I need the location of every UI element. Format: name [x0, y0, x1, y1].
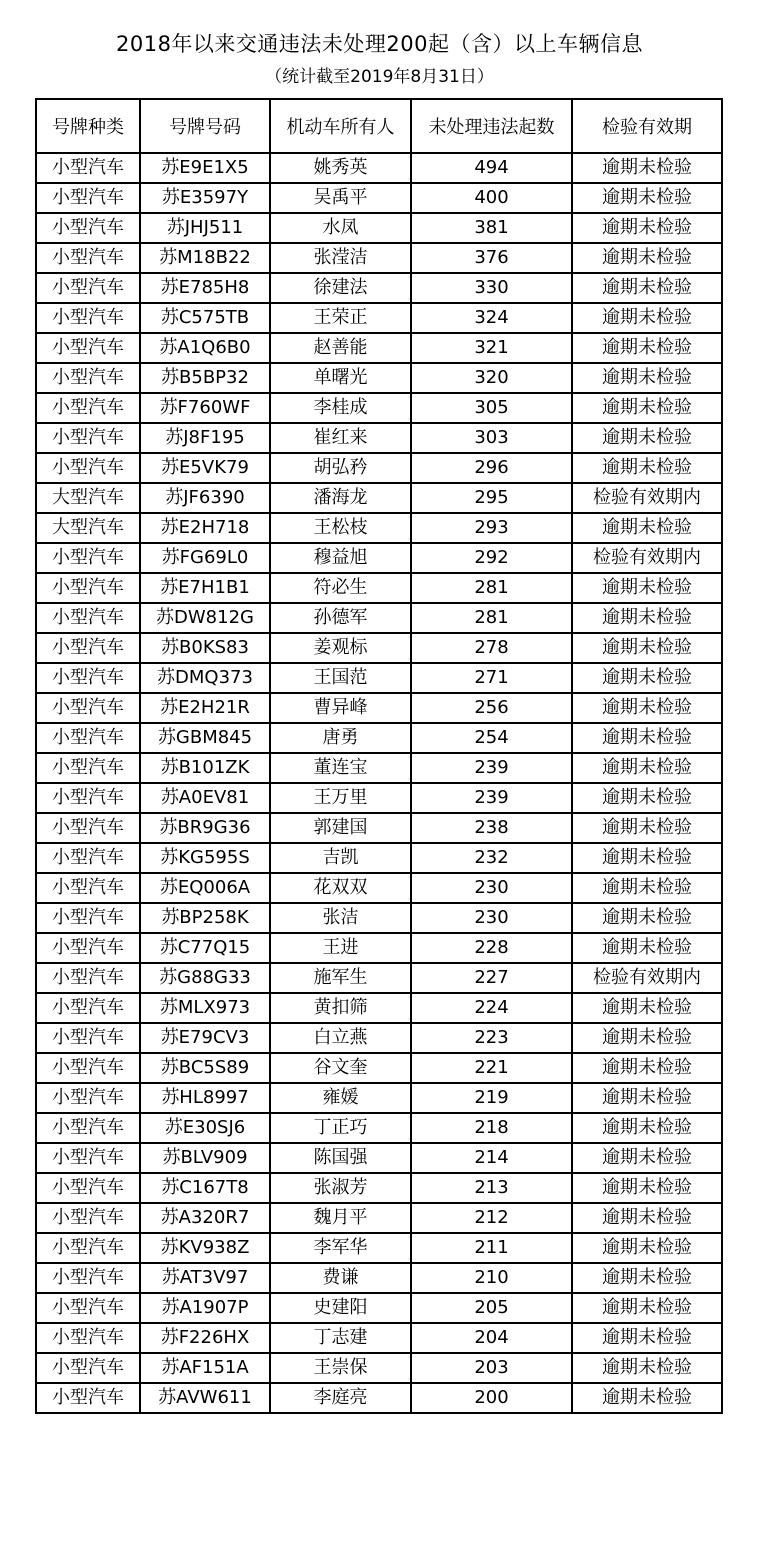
table-row	[36, 933, 722, 963]
cell-inspection-status: 逾期未检验	[572, 303, 722, 333]
table-row	[36, 393, 722, 423]
cell-owner: 穆益旭	[270, 543, 411, 573]
cell-violation-count: 494	[411, 153, 572, 183]
cell-plate-number: 苏JF6390	[140, 483, 270, 513]
cell-plate-type: 小型汽车	[36, 1083, 140, 1113]
cell-owner: 张淑芳	[270, 1173, 411, 1203]
table-row	[36, 483, 722, 513]
cell-owner: 费谦	[270, 1263, 411, 1293]
cell-plate-type: 小型汽车	[36, 843, 140, 873]
cell-plate-type: 小型汽车	[36, 663, 140, 693]
cell-plate-type: 小型汽车	[36, 153, 140, 183]
cell-inspection-status: 逾期未检验	[572, 933, 722, 963]
cell-inspection-status: 逾期未检验	[572, 393, 722, 423]
table-header	[36, 99, 722, 153]
cell-violation-count: 296	[411, 453, 572, 483]
cell-owner: 董连宝	[270, 753, 411, 783]
cell-plate-type: 小型汽车	[36, 333, 140, 363]
table-row	[36, 1353, 722, 1383]
cell-owner: 唐勇	[270, 723, 411, 753]
cell-inspection-status: 逾期未检验	[572, 573, 722, 603]
cell-inspection-status: 逾期未检验	[572, 663, 722, 693]
table-row	[36, 873, 722, 903]
cell-plate-type: 小型汽车	[36, 423, 140, 453]
table-row	[36, 1263, 722, 1293]
cell-plate-number: 苏GBM845	[140, 723, 270, 753]
table-row	[36, 243, 722, 273]
table-row	[36, 603, 722, 633]
cell-plate-type: 小型汽车	[36, 753, 140, 783]
cell-violation-count: 239	[411, 753, 572, 783]
table-row	[36, 1383, 722, 1413]
table-row	[36, 1203, 722, 1233]
cell-inspection-status: 检验有效期内	[572, 483, 722, 513]
cell-owner: 丁志建	[270, 1323, 411, 1353]
cell-plate-number: 苏B101ZK	[140, 753, 270, 783]
cell-violation-count: 214	[411, 1143, 572, 1173]
cell-plate-type: 大型汽车	[36, 483, 140, 513]
cell-plate-type: 小型汽车	[36, 1353, 140, 1383]
cell-violation-count: 227	[411, 963, 572, 993]
cell-violation-count: 224	[411, 993, 572, 1023]
cell-violation-count: 238	[411, 813, 572, 843]
cell-owner: 魏月平	[270, 1203, 411, 1233]
table-row	[36, 783, 722, 813]
cell-violation-count: 204	[411, 1323, 572, 1353]
cell-owner: 王崇保	[270, 1353, 411, 1383]
cell-plate-type: 小型汽车	[36, 873, 140, 903]
cell-plate-number: 苏DMQ373	[140, 663, 270, 693]
cell-plate-type: 小型汽车	[36, 813, 140, 843]
cell-inspection-status: 逾期未检验	[572, 423, 722, 453]
cell-plate-type: 小型汽车	[36, 1023, 140, 1053]
cell-violation-count: 213	[411, 1173, 572, 1203]
cell-inspection-status: 逾期未检验	[572, 1113, 722, 1143]
cell-owner: 王荣正	[270, 303, 411, 333]
cell-inspection-status: 逾期未检验	[572, 363, 722, 393]
cell-owner: 胡弘矜	[270, 453, 411, 483]
table-row	[36, 1113, 722, 1143]
cell-plate-number: 苏AT3V97	[140, 1263, 270, 1293]
table-row	[36, 183, 722, 213]
cell-owner: 吴禹平	[270, 183, 411, 213]
cell-violation-count: 221	[411, 1053, 572, 1083]
cell-violation-count: 200	[411, 1383, 572, 1413]
cell-plate-number: 苏E2H21R	[140, 693, 270, 723]
cell-plate-type: 小型汽车	[36, 363, 140, 393]
cell-owner: 李桂成	[270, 393, 411, 423]
cell-plate-number: 苏BP258K	[140, 903, 270, 933]
cell-violation-count: 254	[411, 723, 572, 753]
cell-plate-type: 小型汽车	[36, 1233, 140, 1263]
cell-owner: 赵善能	[270, 333, 411, 363]
cell-plate-number: 苏F226HX	[140, 1323, 270, 1353]
cell-plate-number: 苏AF151A	[140, 1353, 270, 1383]
cell-plate-type: 小型汽车	[36, 1113, 140, 1143]
table-row	[36, 1053, 722, 1083]
cell-plate-type: 小型汽车	[36, 1263, 140, 1293]
table-row	[36, 363, 722, 393]
cell-plate-type: 小型汽车	[36, 1053, 140, 1083]
table-row	[36, 903, 722, 933]
table-row	[36, 213, 722, 243]
cell-plate-number: 苏E2H718	[140, 513, 270, 543]
cell-violation-count: 230	[411, 903, 572, 933]
cell-owner: 潘海龙	[270, 483, 411, 513]
cell-owner: 史建阳	[270, 1293, 411, 1323]
cell-plate-number: 苏A1907P	[140, 1293, 270, 1323]
cell-inspection-status: 逾期未检验	[572, 633, 722, 663]
cell-violation-count: 381	[411, 213, 572, 243]
cell-violation-count: 303	[411, 423, 572, 453]
cell-inspection-status: 逾期未检验	[572, 1053, 722, 1083]
cell-plate-type: 小型汽车	[36, 783, 140, 813]
table-row	[36, 633, 722, 663]
cell-owner: 崔红来	[270, 423, 411, 453]
cell-inspection-status: 检验有效期内	[572, 543, 722, 573]
cell-plate-type: 小型汽车	[36, 1383, 140, 1413]
cell-plate-type: 小型汽车	[36, 453, 140, 483]
cell-violation-count: 292	[411, 543, 572, 573]
cell-violation-count: 330	[411, 273, 572, 303]
cell-plate-type: 小型汽车	[36, 1323, 140, 1353]
cell-owner: 李军华	[270, 1233, 411, 1263]
table-row	[36, 1173, 722, 1203]
table-row	[36, 303, 722, 333]
table-row	[36, 693, 722, 723]
cell-violation-count: 210	[411, 1263, 572, 1293]
cell-plate-type: 小型汽车	[36, 993, 140, 1023]
cell-plate-number: 苏B5BP32	[140, 363, 270, 393]
cell-owner: 符必生	[270, 573, 411, 603]
table-row	[36, 813, 722, 843]
cell-plate-type: 小型汽车	[36, 1293, 140, 1323]
cell-owner: 王国范	[270, 663, 411, 693]
cell-plate-type: 小型汽车	[36, 603, 140, 633]
cell-violation-count: 324	[411, 303, 572, 333]
cell-violation-count: 212	[411, 1203, 572, 1233]
cell-plate-number: 苏F760WF	[140, 393, 270, 423]
table-row	[36, 1293, 722, 1323]
cell-violation-count: 218	[411, 1113, 572, 1143]
cell-owner: 黄扣筛	[270, 993, 411, 1023]
cell-violation-count: 293	[411, 513, 572, 543]
cell-owner: 李庭亮	[270, 1383, 411, 1413]
cell-owner: 花双双	[270, 873, 411, 903]
cell-plate-type: 小型汽车	[36, 633, 140, 663]
cell-plate-number: 苏C575TB	[140, 303, 270, 333]
cell-violation-count: 239	[411, 783, 572, 813]
table-row	[36, 1233, 722, 1263]
cell-owner: 王万里	[270, 783, 411, 813]
table-row	[36, 573, 722, 603]
cell-plate-type: 小型汽车	[36, 303, 140, 333]
cell-plate-type: 小型汽车	[36, 543, 140, 573]
table-row	[36, 663, 722, 693]
cell-owner: 王进	[270, 933, 411, 963]
header-owner: 机动车所有人	[270, 99, 411, 153]
table-row	[36, 843, 722, 873]
cell-plate-type: 小型汽车	[36, 963, 140, 993]
cell-violation-count: 305	[411, 393, 572, 423]
cell-violation-count: 230	[411, 873, 572, 903]
cell-violation-count: 219	[411, 1083, 572, 1113]
cell-plate-number: 苏A0EV81	[140, 783, 270, 813]
table-row	[36, 423, 722, 453]
header-plate-number: 号牌号码	[140, 99, 270, 153]
cell-owner: 白立燕	[270, 1023, 411, 1053]
cell-inspection-status: 逾期未检验	[572, 183, 722, 213]
cell-plate-type: 小型汽车	[36, 243, 140, 273]
cell-plate-number: 苏KV938Z	[140, 1233, 270, 1263]
cell-owner: 丁正巧	[270, 1113, 411, 1143]
cell-plate-number: 苏E9E1X5	[140, 153, 270, 183]
cell-owner: 陈国强	[270, 1143, 411, 1173]
cell-violation-count: 211	[411, 1233, 572, 1263]
cell-owner: 姚秀英	[270, 153, 411, 183]
cell-plate-type: 小型汽车	[36, 723, 140, 753]
cell-violation-count: 281	[411, 573, 572, 603]
cell-owner: 王松枝	[270, 513, 411, 543]
cell-violation-count: 203	[411, 1353, 572, 1383]
cell-inspection-status: 逾期未检验	[572, 753, 722, 783]
cell-plate-number: 苏EQ006A	[140, 873, 270, 903]
cell-plate-type: 大型汽车	[36, 513, 140, 543]
cell-violation-count: 278	[411, 633, 572, 663]
cell-plate-number: 苏C77Q15	[140, 933, 270, 963]
violation-table	[35, 98, 723, 1414]
cell-plate-number: 苏DW812G	[140, 603, 270, 633]
cell-plate-type: 小型汽车	[36, 903, 140, 933]
cell-plate-type: 小型汽车	[36, 1173, 140, 1203]
cell-inspection-status: 逾期未检验	[572, 213, 722, 243]
table-row	[36, 153, 722, 183]
page-subtitle: （统计截至2019年8月31日）	[265, 67, 494, 87]
header-inspection-status: 检验有效期	[572, 99, 722, 153]
cell-inspection-status: 逾期未检验	[572, 273, 722, 303]
cell-owner: 单曙光	[270, 363, 411, 393]
cell-owner: 孙德军	[270, 603, 411, 633]
cell-owner: 张滢洁	[270, 243, 411, 273]
header-violation-count: 未处理违法起数	[411, 99, 572, 153]
cell-violation-count: 256	[411, 693, 572, 723]
cell-plate-type: 小型汽车	[36, 573, 140, 603]
cell-owner: 徐建法	[270, 273, 411, 303]
cell-violation-count: 271	[411, 663, 572, 693]
cell-plate-number: 苏B0KS83	[140, 633, 270, 663]
cell-plate-number: 苏KG595S	[140, 843, 270, 873]
cell-inspection-status: 逾期未检验	[572, 903, 722, 933]
cell-violation-count: 320	[411, 363, 572, 393]
cell-plate-number: 苏E3597Y	[140, 183, 270, 213]
cell-plate-number: 苏E30SJ6	[140, 1113, 270, 1143]
header-row	[36, 99, 722, 153]
cell-inspection-status: 逾期未检验	[572, 1383, 722, 1413]
cell-inspection-status: 逾期未检验	[572, 243, 722, 273]
cell-plate-number: 苏M18B22	[140, 243, 270, 273]
cell-inspection-status: 逾期未检验	[572, 453, 722, 483]
cell-violation-count: 205	[411, 1293, 572, 1323]
cell-plate-number: 苏G88G33	[140, 963, 270, 993]
table-row	[36, 513, 722, 543]
cell-plate-number: 苏E79CV3	[140, 1023, 270, 1053]
cell-plate-type: 小型汽车	[36, 1203, 140, 1233]
cell-plate-number: 苏BC5S89	[140, 1053, 270, 1083]
cell-inspection-status: 逾期未检验	[572, 1173, 722, 1203]
cell-plate-number: 苏J8F195	[140, 423, 270, 453]
cell-plate-number: 苏A1Q6B0	[140, 333, 270, 363]
cell-plate-number: 苏FG69L0	[140, 543, 270, 573]
cell-violation-count: 376	[411, 243, 572, 273]
cell-violation-count: 281	[411, 603, 572, 633]
cell-inspection-status: 逾期未检验	[572, 1143, 722, 1173]
cell-inspection-status: 逾期未检验	[572, 1203, 722, 1233]
cell-plate-type: 小型汽车	[36, 393, 140, 423]
cell-plate-number: 苏E7H1B1	[140, 573, 270, 603]
cell-plate-number: 苏AVW611	[140, 1383, 270, 1413]
cell-violation-count: 321	[411, 333, 572, 363]
table-row	[36, 333, 722, 363]
page-title: 2018年以来交通违法未处理200起（含）以上车辆信息	[115, 32, 644, 56]
cell-violation-count: 232	[411, 843, 572, 873]
cell-plate-type: 小型汽车	[36, 183, 140, 213]
cell-inspection-status: 逾期未检验	[572, 1263, 722, 1293]
cell-owner: 郭建国	[270, 813, 411, 843]
cell-inspection-status: 逾期未检验	[572, 1083, 722, 1113]
table-row	[36, 453, 722, 483]
cell-owner: 张洁	[270, 903, 411, 933]
cell-inspection-status: 逾期未检验	[572, 1293, 722, 1323]
header-plate-type: 号牌种类	[36, 99, 140, 153]
cell-plate-type: 小型汽车	[36, 933, 140, 963]
table-row	[36, 723, 722, 753]
cell-plate-type: 小型汽车	[36, 693, 140, 723]
table-row	[36, 993, 722, 1023]
cell-inspection-status: 逾期未检验	[572, 333, 722, 363]
cell-plate-type: 小型汽车	[36, 273, 140, 303]
table-row	[36, 1083, 722, 1113]
cell-inspection-status: 逾期未检验	[572, 813, 722, 843]
cell-owner: 施军生	[270, 963, 411, 993]
cell-inspection-status: 逾期未检验	[572, 1353, 722, 1383]
cell-plate-number: 苏E5VK79	[140, 453, 270, 483]
table-row	[36, 753, 722, 783]
cell-inspection-status: 逾期未检验	[572, 1023, 722, 1053]
cell-inspection-status: 逾期未检验	[572, 153, 722, 183]
cell-plate-number: 苏E785H8	[140, 273, 270, 303]
cell-inspection-status: 逾期未检验	[572, 603, 722, 633]
cell-inspection-status: 逾期未检验	[572, 1233, 722, 1263]
cell-inspection-status: 逾期未检验	[572, 873, 722, 903]
cell-plate-number: 苏JHJ511	[140, 213, 270, 243]
cell-owner: 水凤	[270, 213, 411, 243]
cell-violation-count: 228	[411, 933, 572, 963]
cell-plate-number: 苏BLV909	[140, 1143, 270, 1173]
cell-plate-type: 小型汽车	[36, 1143, 140, 1173]
cell-owner: 谷文奎	[270, 1053, 411, 1083]
table-row	[36, 963, 722, 993]
table-row	[36, 1023, 722, 1053]
cell-owner: 雍媛	[270, 1083, 411, 1113]
cell-violation-count: 400	[411, 183, 572, 213]
table-row	[36, 273, 722, 303]
cell-owner: 姜观标	[270, 633, 411, 663]
cell-plate-number: 苏C167T8	[140, 1173, 270, 1203]
cell-inspection-status: 逾期未检验	[572, 513, 722, 543]
table-row	[36, 1323, 722, 1353]
cell-violation-count: 295	[411, 483, 572, 513]
cell-owner: 吉凯	[270, 843, 411, 873]
cell-violation-count: 223	[411, 1023, 572, 1053]
cell-inspection-status: 逾期未检验	[572, 723, 722, 753]
cell-inspection-status: 逾期未检验	[572, 843, 722, 873]
cell-inspection-status: 检验有效期内	[572, 963, 722, 993]
table-body	[36, 153, 722, 1413]
cell-plate-number: 苏MLX973	[140, 993, 270, 1023]
cell-inspection-status: 逾期未检验	[572, 993, 722, 1023]
cell-inspection-status: 逾期未检验	[572, 693, 722, 723]
cell-plate-type: 小型汽车	[36, 213, 140, 243]
table-row	[36, 543, 722, 573]
cell-owner: 曹异峰	[270, 693, 411, 723]
cell-inspection-status: 逾期未检验	[572, 1323, 722, 1353]
cell-plate-number: 苏A320R7	[140, 1203, 270, 1233]
cell-plate-number: 苏HL8997	[140, 1083, 270, 1113]
cell-inspection-status: 逾期未检验	[572, 783, 722, 813]
cell-plate-number: 苏BR9G36	[140, 813, 270, 843]
table-row	[36, 1143, 722, 1173]
